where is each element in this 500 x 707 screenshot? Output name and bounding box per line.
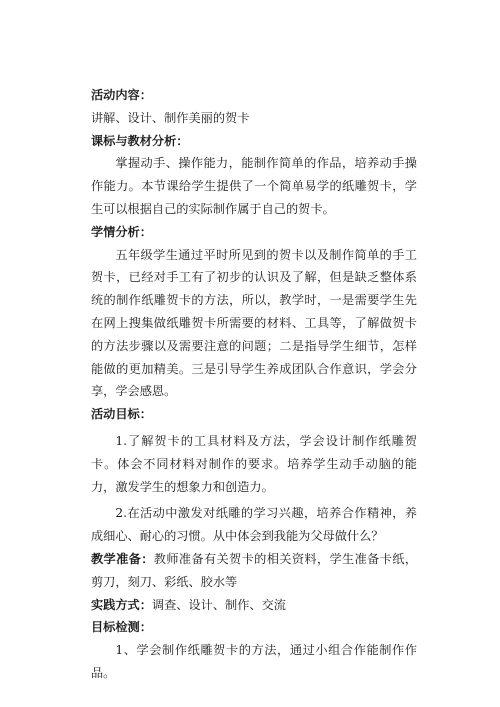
section-heading-curriculum: 课标与教材分析： [91,133,189,148]
practice-method-text: 调查、设计、制作、交流 [151,597,286,612]
student-analysis-text: 五年级学生通过平时所见到的贺卡以及制作简单的手工贺卡，已经对手工有了初步的认识及了解，但是缺乏整体系统的制作纸雕贺卡的方法，所以，教学时，一是需要学生先在网上搜集做纸雕贺卡所需要的材料、工具等，了解做贺卡的方法步骤以及需要注意的问题；二是指导学生细节，怎样能做的更加精美。三是引导学生养成团队合作意识，学会分享，学会感恩。 [91,247,417,399]
document-body [91,84,417,685]
goal-item-2: 2.在活动中激发对纸雕的学习兴趣，培养合作精神，养成细心、耐心的习惯。从中体会到我能为父母做什么？ [91,506,417,544]
section-heading-target-check: 目标检测： [91,620,152,635]
activity-content-text: 讲解、设计、制作美丽的贺卡 [91,110,250,125]
section-heading-student-analysis: 学情分析： [91,224,152,239]
target-check-text: 1、学会制作纸雕贺卡的方法，通过小组合作能制作作品。 [91,643,417,680]
teaching-prep [91,548,417,594]
practice-method [91,594,417,617]
section-heading-goals: 活动目标： [91,407,152,422]
teaching-prep-heading: 教学准备： [91,551,154,566]
section-heading-activity-content: 活动内容： [91,88,152,102]
goal-item-1: 1.了解贺卡的工具材料及方法，学会设计制作纸雕贺卡。体会不同材料对制作的要求。培养学生动手动脑的能力，激发学生的想象力和创造力。 [91,433,417,494]
practice-method-heading: 实践方式： [91,597,152,612]
curriculum-text: 掌握动手、操作能力，能制作简单的作品，培养动手操作能力。本节课给学生提供了一个简单易学的纸雕贺卡，学生可以根据自己的实际制作属于自己的贺卡。 [91,156,417,216]
teaching-prep-text: 教师准备有关贺卡的相关资料，学生准备卡纸，剪刀，刻刀、彩纸、胶水等 [91,551,418,589]
